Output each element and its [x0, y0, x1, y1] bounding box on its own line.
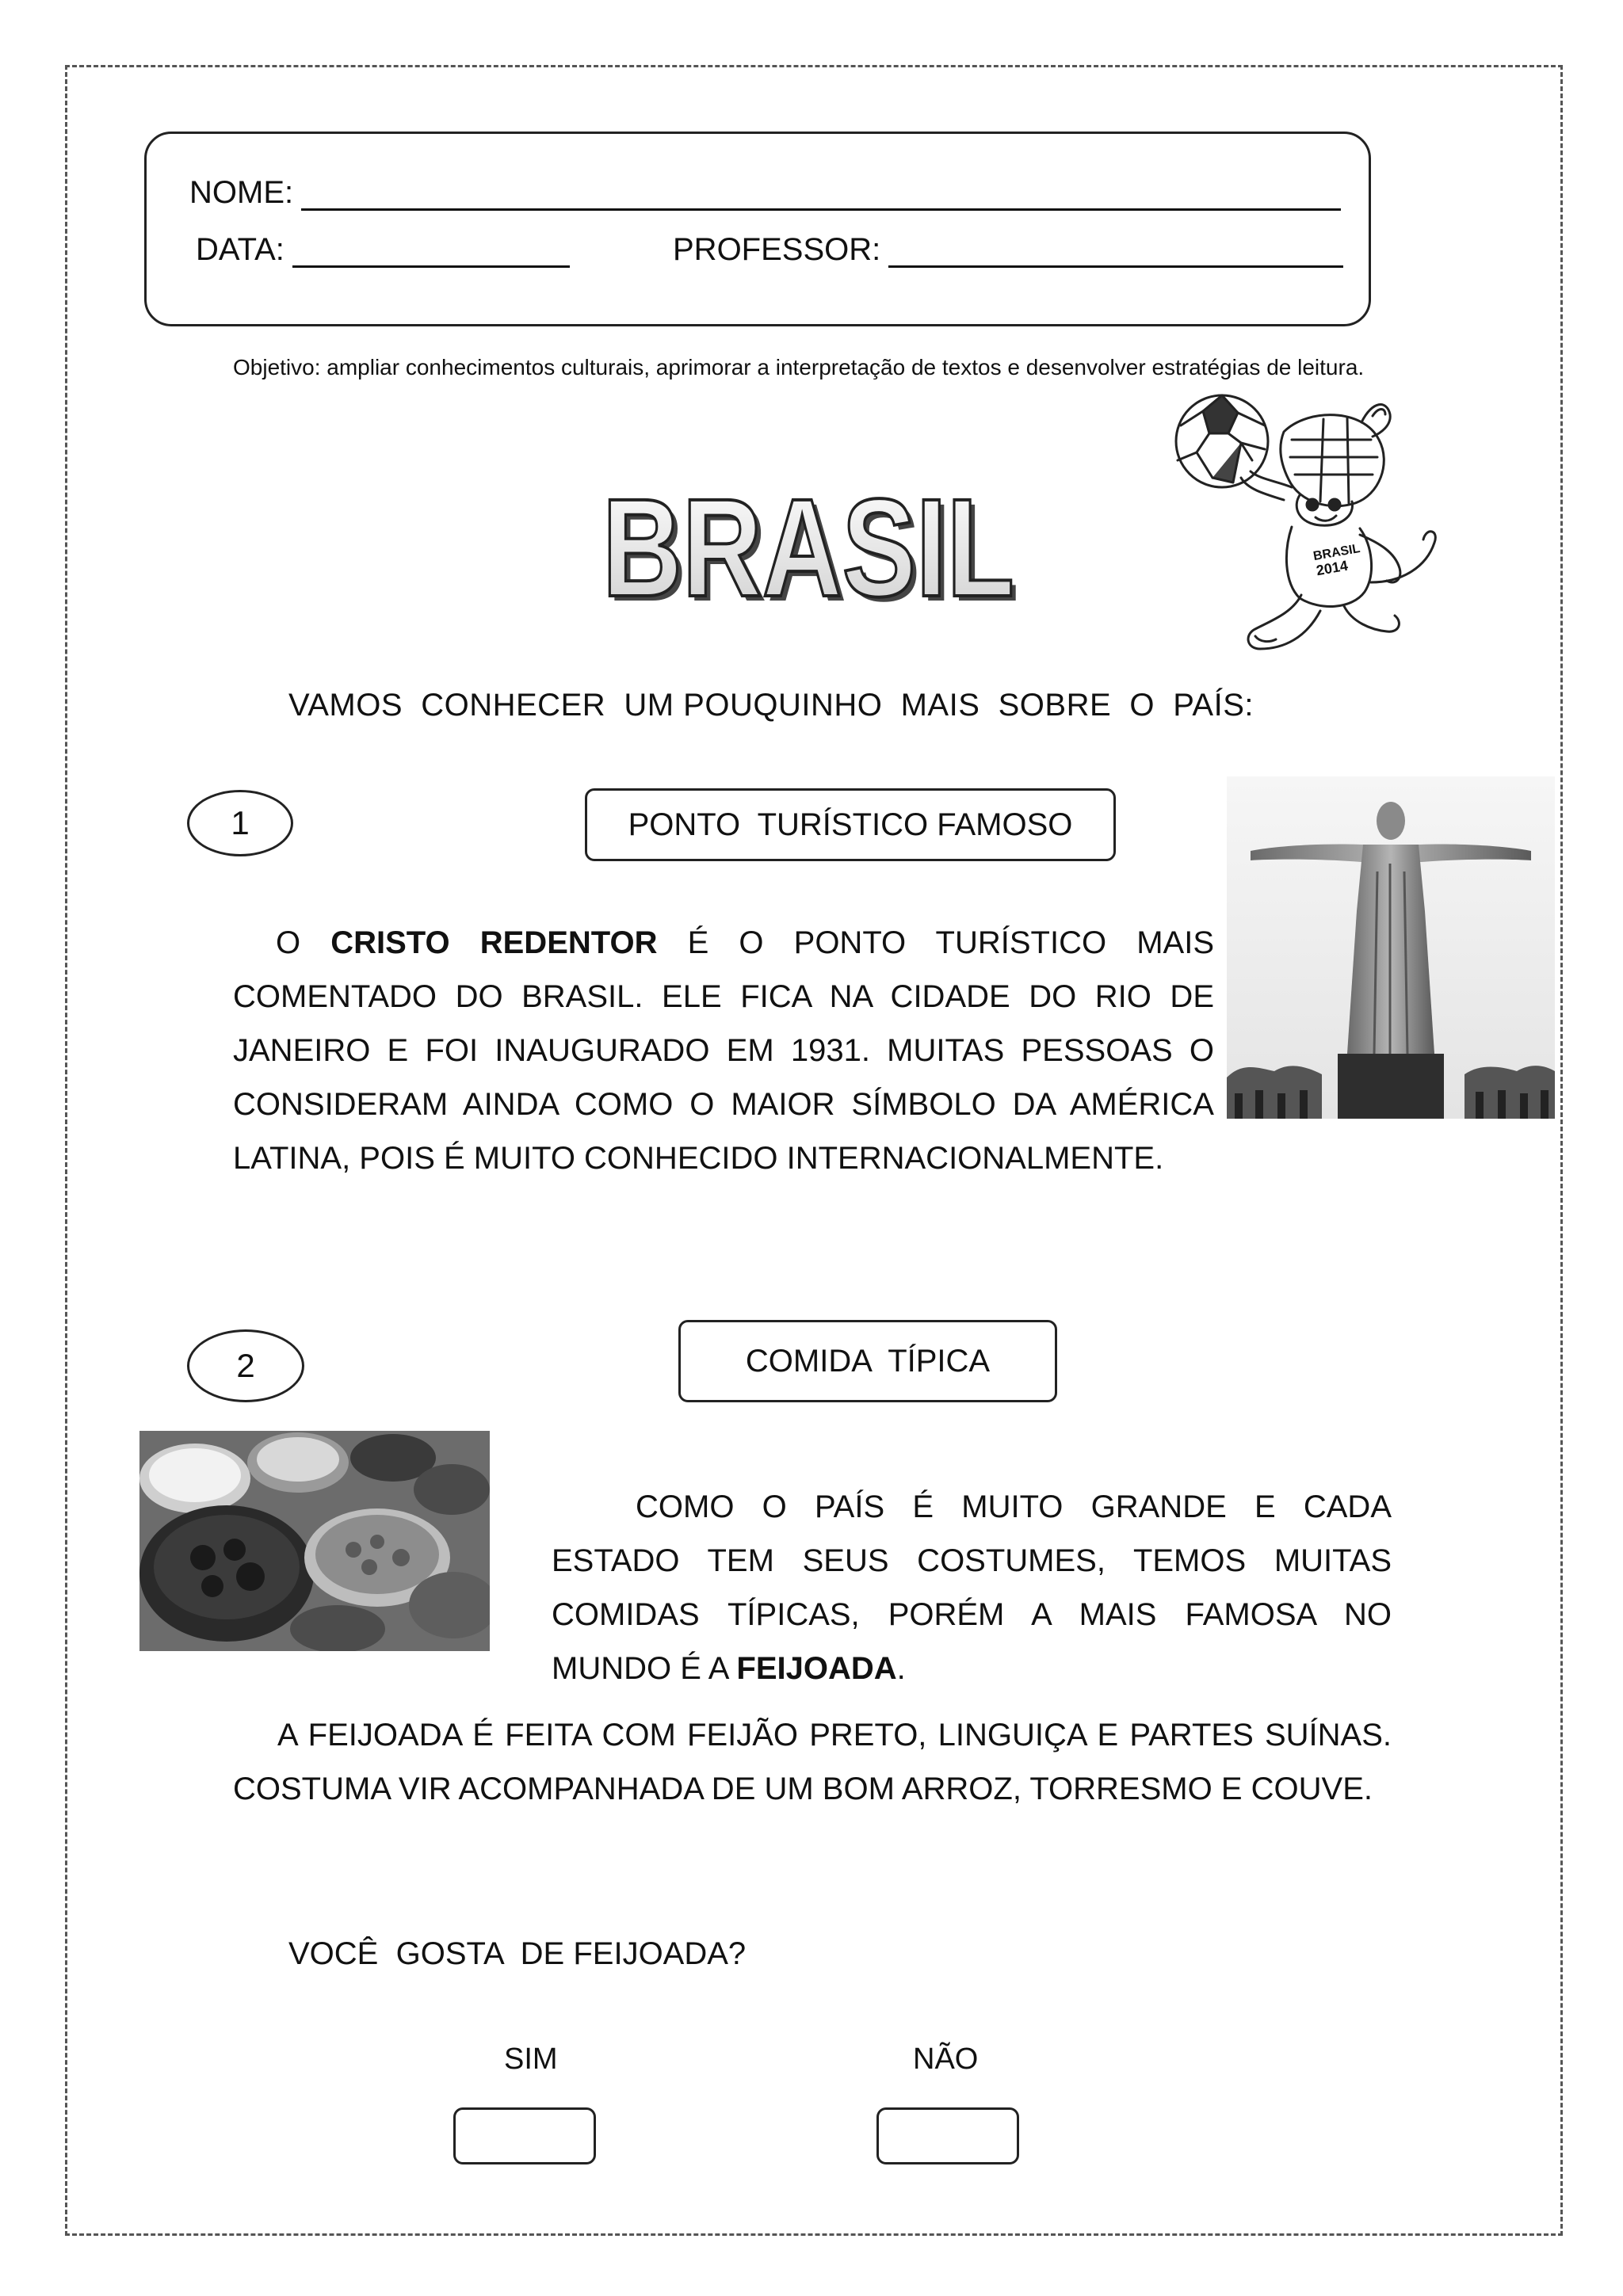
cristo-text-bold: CRISTO REDENTOR	[330, 925, 658, 960]
feijoada-paragraph	[233, 1708, 1392, 1816]
cristo-redentor-photo	[1227, 776, 1555, 1119]
brasil-title-face: BRASIL	[602, 471, 1014, 618]
comida-text-end: .	[896, 1651, 906, 1686]
data-field[interactable]	[196, 232, 570, 268]
question-text: VOCÊ GOSTA DE FEIJOADA?	[288, 1936, 747, 1971]
mascot-shirt-text-2: 2014	[1315, 557, 1350, 579]
mascot-shirt-text-1: BRASIL	[1312, 541, 1361, 564]
student-info-box	[144, 132, 1371, 326]
cristo-paragraph	[233, 916, 1214, 1185]
intro-text: VAMOS CONHECER UM POUQUINHO MAIS SOBRE O PAÍS:	[288, 688, 1254, 723]
brasil-title	[586, 460, 1030, 618]
sim-label: SIM	[504, 2042, 558, 2076]
comida-text-start: COMO O PAÍS É MUITO GRANDE E CADA ESTADO TEM SEUS COSTUMES, TEMOS MUITAS COMIDAS TÍPICAS, PORÉM A MAIS FAMOSA NO MUNDO É A	[552, 1489, 1392, 1686]
section-1-number	[187, 790, 293, 856]
professor-line[interactable]	[888, 238, 1343, 268]
professor-field[interactable]	[673, 232, 1343, 268]
professor-label: PROFESSOR:	[673, 232, 881, 267]
sim-answer-box[interactable]	[453, 2107, 596, 2164]
data-line[interactable]	[292, 238, 570, 268]
nome-label: NOME:	[189, 175, 294, 210]
data-label: DATA:	[196, 232, 285, 267]
nome-field[interactable]	[189, 175, 1341, 211]
section-1-heading: PONTO TURÍSTICO FAMOSO	[628, 807, 1073, 842]
section-2-number	[187, 1329, 304, 1402]
objective-text: Objetivo: ampliar conhecimentos culturais, aprimorar a interpretação de textos e desenvolver estratégias de leitura.	[233, 355, 1365, 379]
comida-text-bold: FEIJOADA	[736, 1651, 897, 1686]
section-2-heading-box	[678, 1320, 1057, 1402]
section-2-heading: COMIDA TÍPICA	[745, 1343, 991, 1379]
nao-answer-box[interactable]	[876, 2107, 1019, 2164]
comida-paragraph	[552, 1480, 1392, 1695]
feijoada-photo	[139, 1431, 490, 1651]
armadillo-mascot-icon	[1165, 384, 1450, 662]
nao-label: NÃO	[913, 2042, 979, 2076]
feijoada-text: A FEIJOADA É FEITA COM FEIJÃO PRETO, LINGUIÇA E PARTES SUÍNAS. COSTUMA VIR ACOMPANHADA DE UM BOM ARROZ, TORRESMO E COUVE.	[233, 1718, 1392, 1806]
section-2-number-text: 2	[236, 1347, 255, 1384]
brasil-title-shadow: BRASIL	[607, 475, 1019, 618]
cristo-text-start: O	[276, 925, 331, 960]
section-1-number-text: 1	[231, 804, 250, 841]
cristo-text-rest: É O PONTO TURÍSTICO MAIS COMENTADO DO BRASIL. ELE FICA NA CIDADE DO RIO DE JANEIRO E FOI INAUGURADO EM 1931. MUITAS PESSOAS O CONSIDERAM AINDA COMO O MAIOR SÍMBOLO DA AMÉRICA LATINA, POIS É MUITO CONHECIDO INTERNACIONALMENTE.	[233, 925, 1214, 1176]
nome-line[interactable]	[301, 181, 1341, 211]
section-1-heading-box	[585, 788, 1116, 861]
